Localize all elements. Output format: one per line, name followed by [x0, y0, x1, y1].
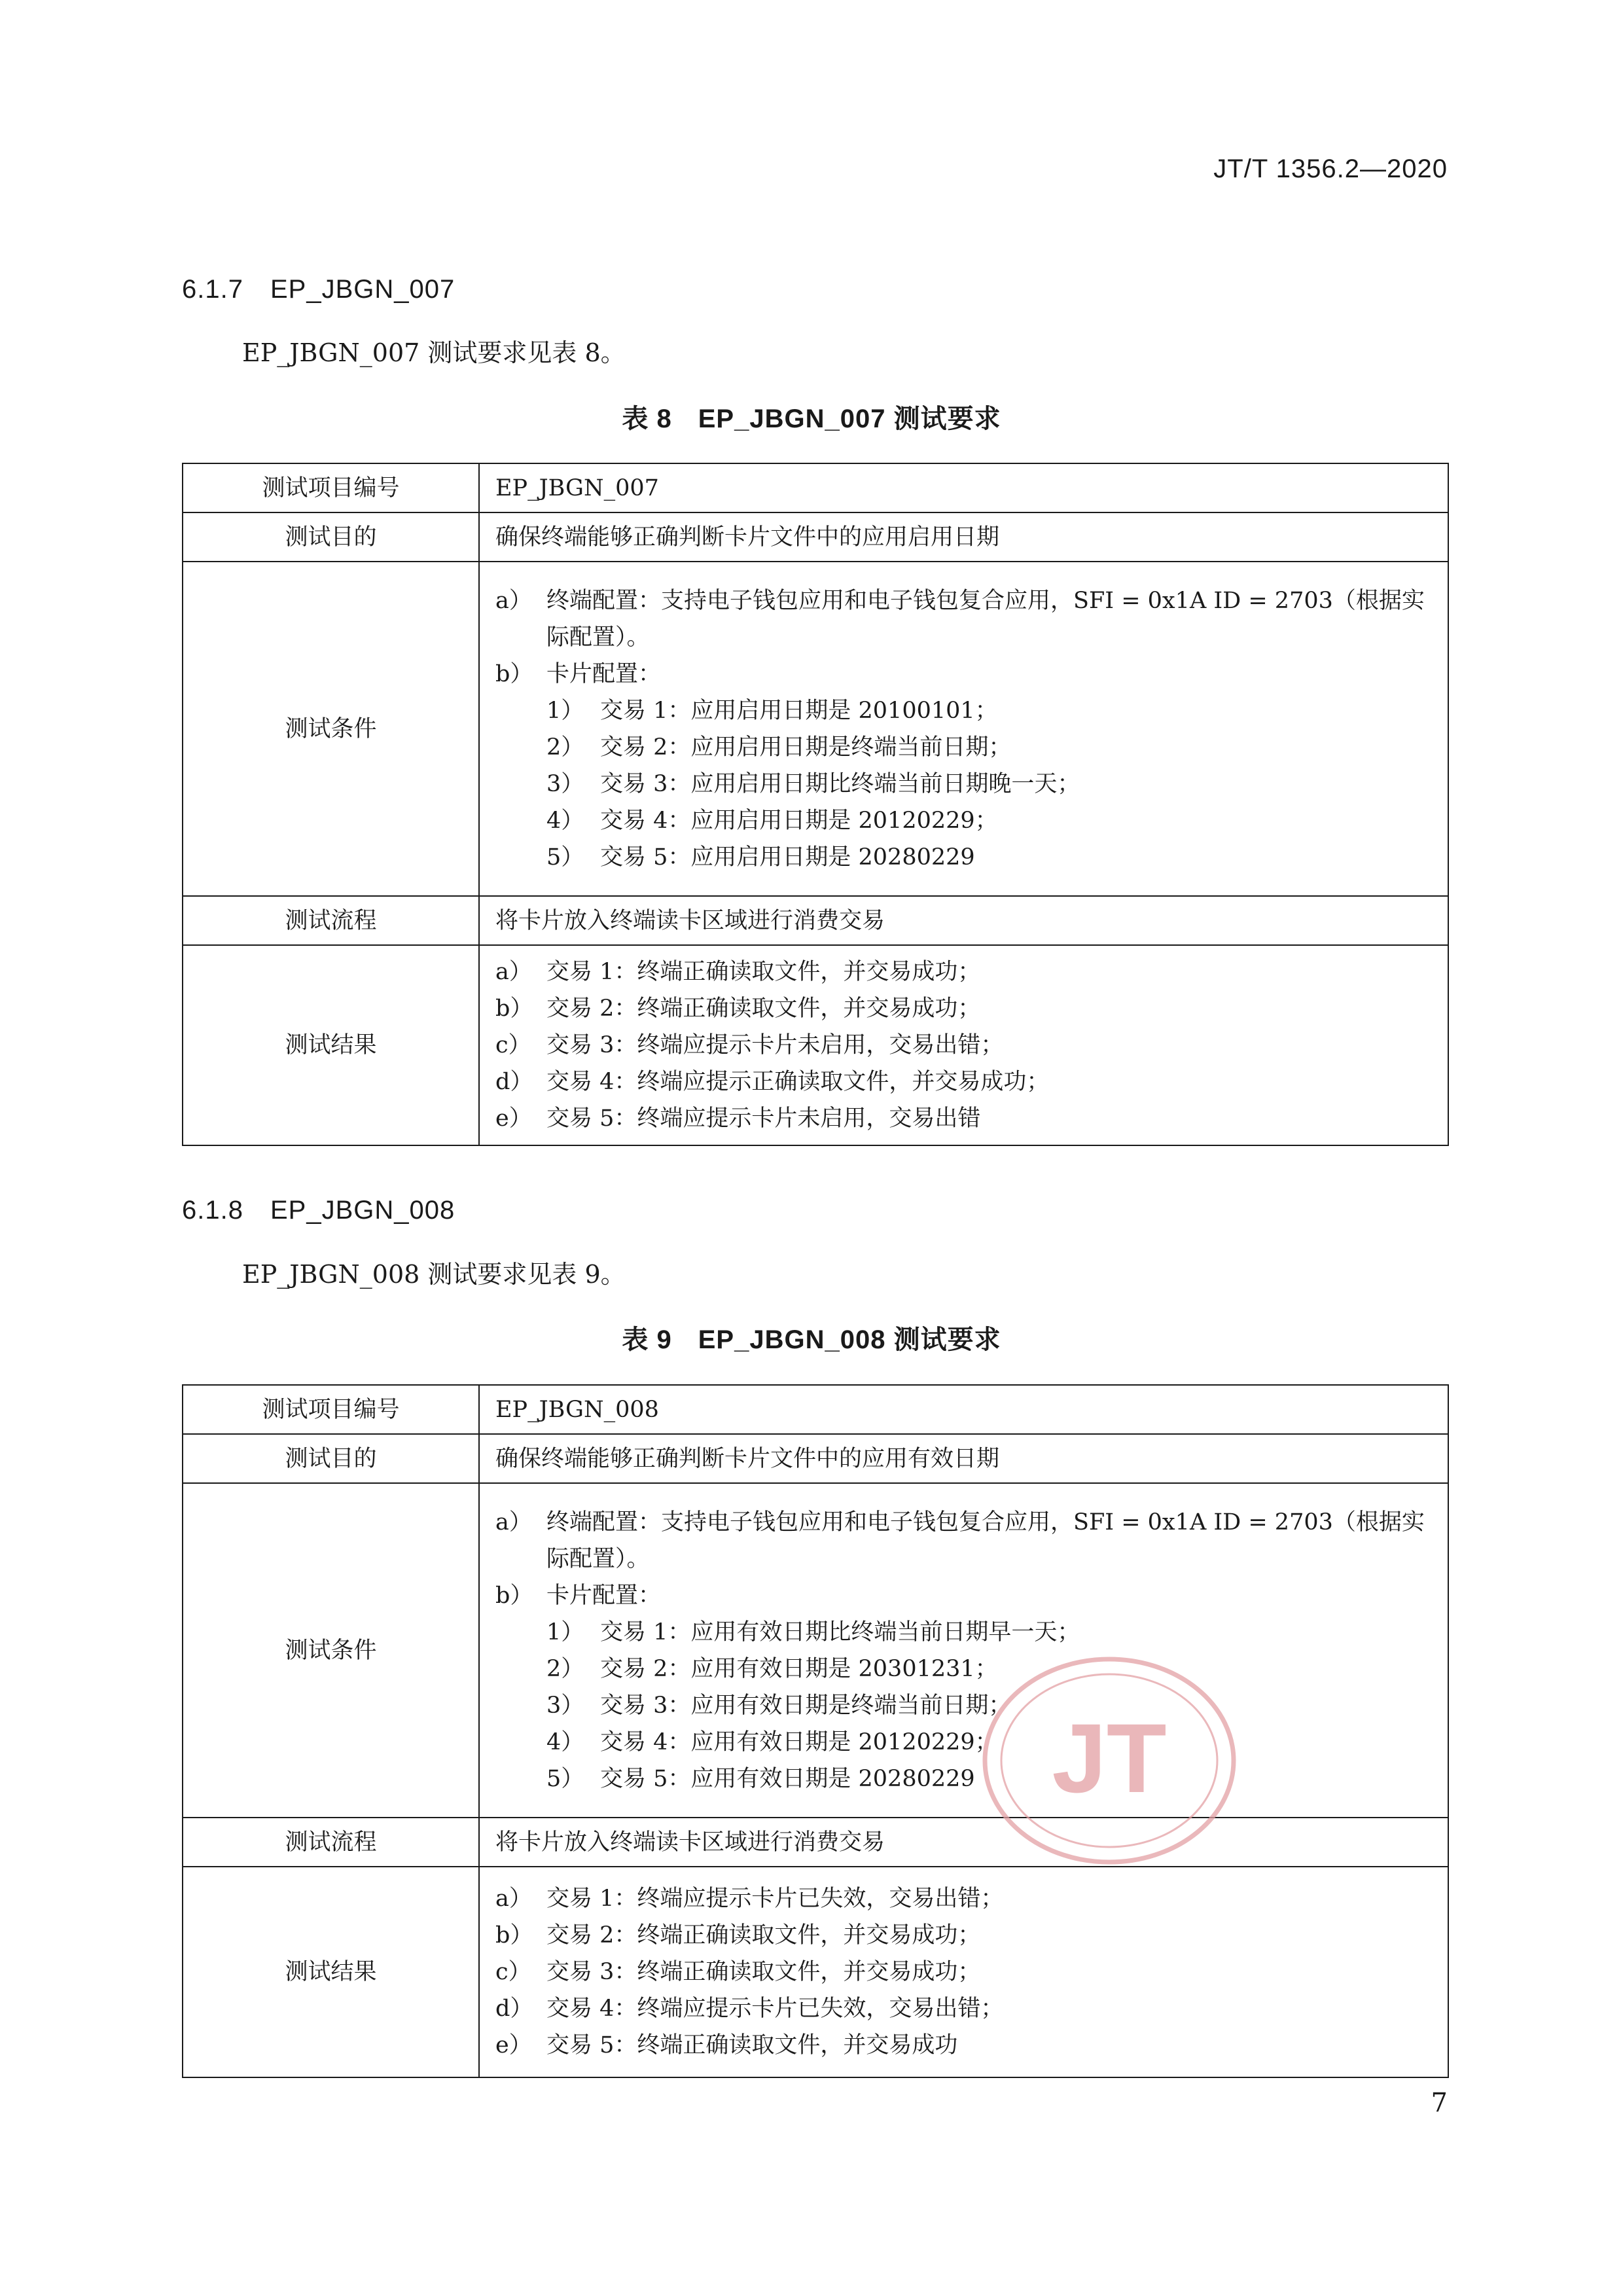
row-label: 测试项目编号: [183, 463, 479, 512]
table-row: [183, 562, 1448, 896]
item-text: 交易 3：终端应提示卡片未启用，交易出错；: [546, 1032, 1004, 1058]
row-label: 测试目的: [183, 1434, 479, 1483]
item-text: 交易 2：应用有效日期是 20301231；: [600, 1655, 998, 1682]
list-item: [495, 1027, 1432, 1064]
list-item: [495, 1100, 1432, 1137]
list-item: [495, 1917, 1432, 1954]
sub-item: [495, 1614, 1432, 1651]
item-marker: c）: [495, 1032, 531, 1058]
sub-item: [495, 766, 1432, 802]
sub-item: [495, 729, 1432, 766]
item-marker: e）: [495, 2032, 532, 2058]
list-item: [495, 954, 1432, 990]
list-item: [495, 1954, 1432, 1990]
item-marker: b）: [495, 660, 533, 687]
sub-item: [495, 1651, 1432, 1687]
table-row: [183, 896, 1448, 945]
section-intro: EP_JBGN_008 测试要求见表 9。: [242, 1260, 626, 1289]
row-value: 确保终端能够正确判断卡片文件中的应用启用日期: [479, 512, 1448, 562]
jt-watermark-stamp: [975, 1649, 1243, 1872]
table-row: [183, 1434, 1448, 1483]
item-text: 交易 2：应用启用日期是终端当前日期；: [600, 734, 1012, 761]
item-text: 交易 3：应用启用日期比终端当前日期晚一天；: [600, 770, 1080, 797]
item-text: 卡片配置：: [546, 1582, 662, 1609]
table-caption: [0, 398, 1623, 435]
row-label: 测试流程: [183, 896, 479, 945]
list-item: [495, 1577, 1432, 1614]
item-text: 交易 2：终端正确读取文件，并交易成功；: [546, 996, 981, 1022]
item-text: 交易 5：终端正确读取文件，并交易成功: [546, 2032, 958, 2058]
sub-item: [495, 1687, 1432, 1724]
row-value: [479, 1867, 1448, 2077]
item-text: 交易 1：应用启用日期是 20100101；: [600, 697, 998, 724]
item-text: 交易 4：终端应提示正确读取文件，并交易成功；: [546, 1069, 1050, 1095]
item-text: 交易 5：应用启用日期是 20280229: [600, 844, 975, 870]
sub-item: [495, 802, 1432, 839]
table-number: 表 8: [622, 404, 672, 433]
row-value: 将卡片放入终端读卡区域进行消费交易: [479, 896, 1448, 945]
requirements-table: [182, 463, 1449, 1146]
item-marker: 4）: [546, 807, 584, 834]
sub-item: [495, 1761, 1432, 1797]
item-marker: c）: [495, 1959, 531, 1985]
item-text: 交易 4：应用有效日期是 20120229；: [600, 1729, 998, 1755]
table-row: [183, 1483, 1448, 1818]
item-marker: 3）: [546, 770, 584, 797]
item-marker: d）: [495, 1996, 533, 2022]
row-label: 测试结果: [183, 1867, 479, 2077]
table-title: EP_JBGN_007 测试要求: [698, 404, 1001, 433]
item-marker: d）: [495, 1069, 533, 1095]
sub-item: [495, 1724, 1432, 1761]
list-item: [495, 1504, 1432, 1577]
list-item: [495, 1880, 1432, 1917]
table-row: [183, 1818, 1448, 1867]
row-value: [479, 1483, 1448, 1818]
row-value: [479, 562, 1448, 896]
item-marker: 1）: [546, 697, 584, 724]
item-marker: 2）: [546, 734, 584, 761]
table-title: EP_JBGN_008 测试要求: [698, 1325, 1001, 1354]
requirements-table: [182, 1384, 1449, 2078]
item-marker: b）: [495, 1922, 533, 1948]
list-item: [495, 1064, 1432, 1100]
table-row: [183, 945, 1448, 1145]
item-marker: 3）: [546, 1692, 584, 1719]
row-value: 将卡片放入终端读卡区域进行消费交易: [479, 1818, 1448, 1867]
item-marker: 5）: [546, 844, 584, 870]
item-marker: 4）: [546, 1729, 584, 1755]
item-marker: a）: [495, 1509, 532, 1535]
list-item: [495, 656, 1432, 692]
item-text: 交易 5：终端应提示卡片未启用，交易出错: [546, 1105, 981, 1132]
row-value: EP_JBGN_008: [479, 1385, 1448, 1434]
row-value: EP_JBGN_007: [479, 463, 1448, 512]
table-row: [183, 1385, 1448, 1434]
list-item: [495, 1990, 1432, 2027]
item-text: 交易 1：终端正确读取文件，并交易成功；: [546, 959, 981, 985]
item-text: 交易 5：应用有效日期是 20280229: [600, 1765, 975, 1792]
section-heading: 6.1.8 EP_JBGN_008: [182, 1196, 455, 1225]
row-value: 确保终端能够正确判断卡片文件中的应用有效日期: [479, 1434, 1448, 1483]
list-item: [495, 2027, 1432, 2064]
item-text: 终端配置：支持电子钱包应用和电子钱包复合应用，SFI = 0x1A ID = 2703（根据实际配置）。: [546, 587, 1425, 651]
table-number: 表 9: [622, 1325, 672, 1354]
row-label: 测试项目编号: [183, 1385, 479, 1434]
item-text: 交易 1：终端应提示卡片已失效，交易出错；: [546, 1886, 1004, 1912]
item-marker: 1）: [546, 1619, 584, 1645]
sub-item: [495, 839, 1432, 876]
item-text: 交易 3：应用有效日期是终端当前日期；: [600, 1692, 1012, 1719]
item-marker: a）: [495, 587, 532, 614]
section-intro: EP_JBGN_007 测试要求见表 8。: [242, 338, 626, 367]
table-row: [183, 463, 1448, 512]
row-label: 测试流程: [183, 1818, 479, 1867]
item-marker: e）: [495, 1105, 532, 1132]
item-marker: 2）: [546, 1655, 584, 1682]
document-code: JT/T 1356.2—2020: [1213, 154, 1448, 183]
item-text: 交易 2：终端正确读取文件，并交易成功；: [546, 1922, 981, 1948]
watermark-text: JT: [1052, 1703, 1167, 1813]
table-row: [183, 512, 1448, 562]
item-marker: b）: [495, 996, 533, 1022]
list-item: [495, 583, 1432, 656]
page-number: 7: [1431, 2088, 1448, 2118]
sub-item: [495, 692, 1432, 729]
row-label: 测试条件: [183, 562, 479, 896]
item-marker: a）: [495, 959, 532, 985]
item-text: 卡片配置：: [546, 660, 662, 687]
item-text: 交易 1：应用有效日期比终端当前日期早一天；: [600, 1619, 1080, 1645]
list-item: [495, 990, 1432, 1027]
item-marker: b）: [495, 1582, 533, 1609]
item-marker: a）: [495, 1886, 532, 1912]
section-heading: 6.1.7 EP_JBGN_007: [182, 275, 455, 304]
item-text: 交易 4：终端应提示卡片已失效，交易出错；: [546, 1996, 1004, 2022]
item-text: 交易 3：终端正确读取文件，并交易成功；: [546, 1959, 981, 1985]
row-label: 测试条件: [183, 1483, 479, 1818]
item-text: 交易 4：应用启用日期是 20120229；: [600, 807, 998, 834]
row-label: 测试结果: [183, 945, 479, 1145]
item-text: 终端配置：支持电子钱包应用和电子钱包复合应用，SFI = 0x1A ID = 2703（根据实际配置）。: [546, 1509, 1425, 1572]
table-caption: [0, 1319, 1623, 1356]
row-label: 测试目的: [183, 512, 479, 562]
row-value: [479, 945, 1448, 1145]
item-marker: 5）: [546, 1765, 584, 1792]
table-row: [183, 1867, 1448, 2077]
